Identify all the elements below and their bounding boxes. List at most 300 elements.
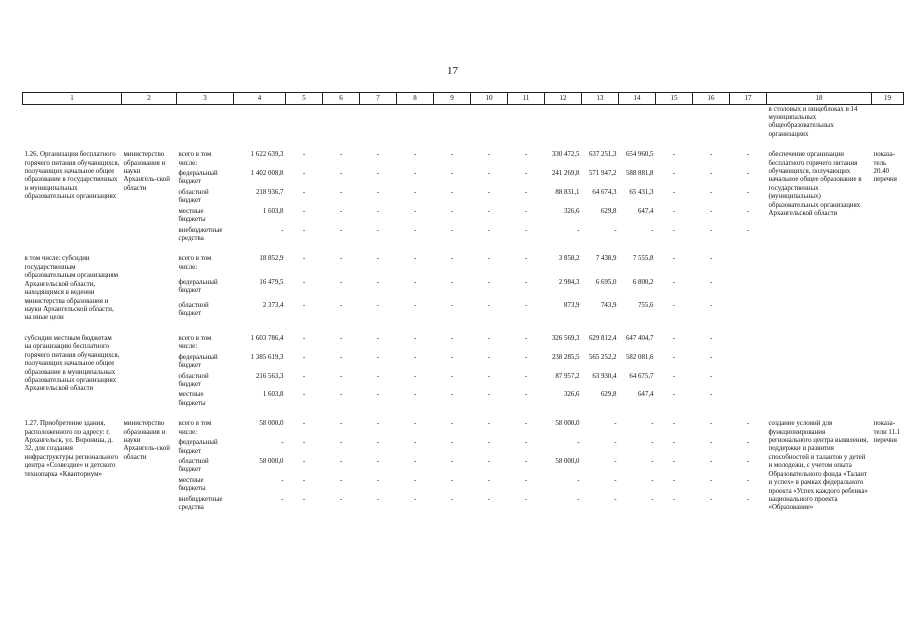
value-col12: 3 858,2 xyxy=(558,255,580,263)
dash-cell: - xyxy=(413,420,417,428)
dash-cell: - xyxy=(302,207,306,215)
dash-cell: - xyxy=(672,151,676,159)
dash-cell: - xyxy=(709,495,713,503)
dash-cell: - xyxy=(413,226,417,234)
result-text: обеспечение организации бесплатного горячего питания обучающихся, получающих начальное общее образование в государственных (муниципальных) образовательных организациях Архангельской области xyxy=(768,151,862,218)
dash-cell: - xyxy=(376,226,380,234)
dash-cell: - xyxy=(376,334,380,342)
header-cell: 17 xyxy=(730,93,767,105)
total-value: 1 385 619,3 xyxy=(250,353,284,361)
value-col12: 88 831,1 xyxy=(555,188,580,196)
dash-cell: - xyxy=(746,420,750,428)
dash-cell: - xyxy=(302,439,306,447)
executor xyxy=(122,334,177,409)
dash-cell: - xyxy=(746,476,750,484)
dash-cell: - xyxy=(376,207,380,215)
header-cell: 13 xyxy=(582,93,619,105)
dash-cell: - xyxy=(524,372,528,380)
total-value: 16 479,5 xyxy=(259,278,284,286)
total-value: - xyxy=(281,495,284,503)
dash-cell: - xyxy=(672,170,676,178)
dash-cell: - xyxy=(672,420,676,428)
header-cell: 3 xyxy=(177,93,234,105)
dash-cell: - xyxy=(524,255,528,263)
dash-cell: - xyxy=(487,458,491,466)
dash-cell: - xyxy=(376,188,380,196)
dash-cell: - xyxy=(302,170,306,178)
dash-cell: - xyxy=(376,170,380,178)
value-col14: 654 960,5 xyxy=(625,151,654,159)
dash-cell: - xyxy=(746,170,750,178)
dash-cell: - xyxy=(376,458,380,466)
dash-cell: - xyxy=(339,226,343,234)
total-value: - xyxy=(281,476,284,484)
dash-cell: - xyxy=(487,188,491,196)
value-col12: 330 472,5 xyxy=(551,151,580,159)
dash-cell: - xyxy=(709,255,713,263)
dash-cell: - xyxy=(672,188,676,196)
value-col14: 64 675,7 xyxy=(629,372,654,380)
dash-cell: - xyxy=(672,372,676,380)
funding-source: внебюджетные средства xyxy=(178,495,223,512)
result-text: в столовых и пищеблоках в 14 муниципальных общеобразовательных организациях xyxy=(768,105,858,138)
value-col14: - xyxy=(651,226,654,234)
dash-cell: - xyxy=(450,301,454,309)
value-col13: - xyxy=(614,458,617,466)
dash-cell: - xyxy=(376,495,380,503)
dash-cell: - xyxy=(450,495,454,503)
spacer-row xyxy=(23,409,904,419)
dash-cell: - xyxy=(339,255,343,263)
value-col12: 326,6 xyxy=(563,207,580,215)
value-col13: 629,8 xyxy=(600,391,617,399)
empty-cell xyxy=(730,353,767,372)
dash-cell: - xyxy=(413,353,417,361)
dash-cell: - xyxy=(709,476,713,484)
value-col14: 582 081,6 xyxy=(625,353,654,361)
dash-cell: - xyxy=(709,278,713,286)
dash-cell: - xyxy=(709,188,713,196)
value-col14: - xyxy=(651,439,654,447)
empty-cell xyxy=(619,104,656,140)
dash-cell: - xyxy=(487,439,491,447)
dash-cell: - xyxy=(302,301,306,309)
value-col12: - xyxy=(577,439,580,447)
result-text xyxy=(767,254,872,323)
value-col13: - xyxy=(614,476,617,484)
dash-cell: - xyxy=(672,458,676,466)
dash-cell: - xyxy=(487,226,491,234)
dash-cell: - xyxy=(376,353,380,361)
value-col13: 7 438,9 xyxy=(595,255,617,263)
value-col13: 743,9 xyxy=(600,301,617,309)
dash-cell: - xyxy=(302,278,306,286)
dash-cell: - xyxy=(672,391,676,399)
dash-cell: - xyxy=(450,278,454,286)
value-col12: - xyxy=(577,495,580,503)
value-col12: 326,6 xyxy=(563,391,580,399)
header-cell: 7 xyxy=(360,93,397,105)
total-value: 216 563,3 xyxy=(255,372,284,380)
total-value: 1 603 786,4 xyxy=(250,334,284,342)
dash-cell: - xyxy=(487,476,491,484)
dash-cell: - xyxy=(339,372,343,380)
funding-source: областной бюджет xyxy=(178,458,209,474)
empty-cell xyxy=(582,104,619,140)
dash-cell: - xyxy=(709,334,713,342)
dash-cell: - xyxy=(524,353,528,361)
dash-cell: - xyxy=(302,188,306,196)
dash-cell: - xyxy=(487,278,491,286)
dash-cell: - xyxy=(450,372,454,380)
funding-source: федеральный бюджет xyxy=(178,278,218,294)
value-col14: 647,4 xyxy=(637,391,654,399)
measure-name: в том числе: субсидии государственным образовательным организациям Архангельской области, находящимся в ведении министерства образования и науки Архангельской области, на иные цели xyxy=(24,255,119,322)
header-cell: 19 xyxy=(872,93,904,105)
dash-cell: - xyxy=(450,226,454,234)
funding-source: всего в том числе: xyxy=(178,255,212,271)
funding-source: федеральный бюджет xyxy=(178,170,218,186)
empty-cell xyxy=(360,104,397,140)
funding-source: местные бюджеты xyxy=(178,391,206,407)
value-col14: - xyxy=(651,420,654,428)
dash-cell: - xyxy=(413,151,417,159)
dash-cell: - xyxy=(672,301,676,309)
dash-cell: - xyxy=(339,476,343,484)
dash-cell: - xyxy=(413,334,417,342)
empty-cell xyxy=(693,104,730,140)
dash-cell: - xyxy=(376,372,380,380)
executor: министерство образования и науки Архангель-ской области xyxy=(123,151,170,192)
dash-cell: - xyxy=(450,353,454,361)
empty-cell xyxy=(122,104,177,140)
dash-cell: - xyxy=(302,420,306,428)
value-col13: 629,8 xyxy=(600,207,617,215)
table-row xyxy=(23,419,904,438)
funding-source: областной бюджет xyxy=(178,372,209,388)
empty-cell xyxy=(730,301,767,324)
empty-cell xyxy=(730,334,767,353)
dash-cell: - xyxy=(524,476,528,484)
dash-cell: - xyxy=(376,420,380,428)
dash-cell: - xyxy=(524,188,528,196)
indicator-text xyxy=(872,334,904,409)
dash-cell: - xyxy=(524,278,528,286)
funding-source: внебюджетные средства xyxy=(178,226,223,243)
dash-cell: - xyxy=(339,353,343,361)
empty-cell xyxy=(397,104,434,140)
dash-cell: - xyxy=(376,278,380,286)
dash-cell: - xyxy=(413,255,417,263)
dash-cell: - xyxy=(672,226,676,234)
dash-cell: - xyxy=(339,301,343,309)
dash-cell: - xyxy=(450,420,454,428)
value-col12: 326 569,3 xyxy=(551,334,580,342)
header-cell: 5 xyxy=(286,93,323,105)
value-col12: 58 000,0 xyxy=(555,458,580,466)
dash-cell: - xyxy=(450,439,454,447)
dash-cell: - xyxy=(450,170,454,178)
dash-cell: - xyxy=(339,151,343,159)
dash-cell: - xyxy=(709,207,713,215)
dash-cell: - xyxy=(524,207,528,215)
dash-cell: - xyxy=(450,476,454,484)
dash-cell: - xyxy=(339,420,343,428)
dash-cell: - xyxy=(339,334,343,342)
header-cell: 1 xyxy=(23,93,122,105)
dash-cell: - xyxy=(450,255,454,263)
dash-cell: - xyxy=(487,207,491,215)
dash-cell: - xyxy=(746,439,750,447)
carryover-row xyxy=(23,104,904,140)
total-value: 1 603,8 xyxy=(262,391,284,399)
total-value: 218 936,7 xyxy=(255,188,284,196)
dash-cell: - xyxy=(413,476,417,484)
total-value: 1 603,8 xyxy=(262,207,284,215)
indicator-text: показа-тель 20.40 перечня xyxy=(873,151,897,184)
dash-cell: - xyxy=(413,278,417,286)
dash-cell: - xyxy=(672,476,676,484)
value-col14: 647 404,7 xyxy=(625,334,654,342)
total-value: 18 852,9 xyxy=(259,255,284,263)
empty-cell xyxy=(730,254,767,277)
funding-source: всего в том числе: xyxy=(178,420,212,436)
dash-cell: - xyxy=(413,188,417,196)
dash-cell: - xyxy=(487,334,491,342)
value-col12: - xyxy=(577,476,580,484)
empty-cell xyxy=(730,104,767,140)
empty-cell xyxy=(730,372,767,391)
funding-source: местные бюджеты xyxy=(178,476,206,493)
value-col12: - xyxy=(577,226,580,234)
spacer-row xyxy=(23,140,904,150)
value-col13: - xyxy=(614,420,617,428)
value-col14: - xyxy=(651,458,654,466)
dash-cell: - xyxy=(672,207,676,215)
dash-cell: - xyxy=(302,226,306,234)
executor: министерство образования и науки Архангель-ской области xyxy=(123,420,170,461)
dash-cell: - xyxy=(524,391,528,399)
dash-cell: - xyxy=(376,151,380,159)
header-cell: 16 xyxy=(693,93,730,105)
dash-cell: - xyxy=(709,301,713,309)
header-cell: 18 xyxy=(767,93,872,105)
value-col13: 637 251,3 xyxy=(588,151,617,159)
value-col14: 65 431,3 xyxy=(629,188,654,196)
empty-cell xyxy=(323,104,360,140)
dash-cell: - xyxy=(302,458,306,466)
value-col12: 58 000,0 xyxy=(555,420,580,428)
spacer-cell xyxy=(23,324,122,334)
empty-cell xyxy=(872,104,904,140)
header-cell: 9 xyxy=(434,93,471,105)
funding-source: всего в том числе: xyxy=(178,151,212,167)
dash-cell: - xyxy=(376,301,380,309)
dash-cell: - xyxy=(709,391,713,399)
dash-cell: - xyxy=(672,353,676,361)
header-cell: 2 xyxy=(122,93,177,105)
dash-cell: - xyxy=(376,476,380,484)
dash-cell: - xyxy=(746,226,750,234)
dash-cell: - xyxy=(524,170,528,178)
funding-source: федеральный бюджет xyxy=(178,439,218,455)
dash-cell: - xyxy=(746,458,750,466)
value-col13: 629 812,4 xyxy=(588,334,617,342)
empty-cell xyxy=(286,104,323,140)
total-value: - xyxy=(281,439,284,447)
dash-cell: - xyxy=(413,207,417,215)
dash-cell: - xyxy=(524,495,528,503)
header-cell: 14 xyxy=(619,93,656,105)
dash-cell: - xyxy=(487,301,491,309)
value-col14: 6 800,2 xyxy=(632,278,654,286)
measure-name: субсидии местным бюджетам на организацию бесплатного горячего питания обучающихся, получающих начальное общее образование в муниципальных образовательных организациях Архангельской области xyxy=(24,334,120,393)
header-cell: 10 xyxy=(471,93,508,105)
spacer-cell xyxy=(23,140,122,150)
total-value: 2 373,4 xyxy=(262,301,284,309)
dash-cell: - xyxy=(524,420,528,428)
dash-cell: - xyxy=(302,476,306,484)
dash-cell: - xyxy=(376,255,380,263)
spacer-row xyxy=(23,244,904,254)
dash-cell: - xyxy=(450,391,454,399)
value-col14: 7 555,8 xyxy=(632,255,654,263)
dash-cell: - xyxy=(487,353,491,361)
funding-source: федеральный бюджет xyxy=(178,353,218,370)
dash-cell: - xyxy=(524,301,528,309)
dash-cell: - xyxy=(524,439,528,447)
dash-cell: - xyxy=(672,255,676,263)
dash-cell: - xyxy=(487,420,491,428)
empty-cell xyxy=(23,104,122,140)
indicator-text: показа-тели 11.1 перечня xyxy=(873,420,901,445)
value-col13: 63 930,4 xyxy=(592,372,617,380)
header-cell: 12 xyxy=(545,93,582,105)
dash-cell: - xyxy=(450,188,454,196)
empty-cell xyxy=(234,104,286,140)
executor xyxy=(122,254,177,323)
dash-cell: - xyxy=(672,334,676,342)
total-value: 58 000,0 xyxy=(259,458,284,466)
dash-cell: - xyxy=(487,255,491,263)
dash-cell: - xyxy=(709,458,713,466)
dash-cell: - xyxy=(672,495,676,503)
dash-cell: - xyxy=(413,495,417,503)
value-col14: 647,4 xyxy=(637,207,654,215)
dash-cell: - xyxy=(746,495,750,503)
dash-cell: - xyxy=(672,439,676,447)
table-row xyxy=(23,254,904,277)
header-cell: 4 xyxy=(234,93,286,105)
dash-cell: - xyxy=(413,391,417,399)
dash-cell: - xyxy=(339,391,343,399)
empty-cell xyxy=(471,104,508,140)
dash-cell: - xyxy=(413,372,417,380)
value-col14: - xyxy=(651,495,654,503)
funding-source: областной бюджет xyxy=(178,301,209,318)
dash-cell: - xyxy=(524,334,528,342)
value-col12: 241 269,8 xyxy=(551,170,580,178)
result-text: создание условий для функционирования регионального центра выявления, поддержки и развития способностей и талантов у детей и молодежи, с учетом опыта Образовательного фонда «Талант и успех» в рамках федерального проекта «Успех каждого ребенка» национального проекта «Образование» xyxy=(768,420,869,512)
dash-cell: - xyxy=(339,207,343,215)
result-text xyxy=(767,334,872,409)
dash-cell: - xyxy=(302,353,306,361)
dash-cell: - xyxy=(709,170,713,178)
dash-cell: - xyxy=(302,372,306,380)
empty-cell xyxy=(730,278,767,301)
dash-cell: - xyxy=(339,170,343,178)
value-col13: - xyxy=(614,226,617,234)
total-value: 1 622 639,3 xyxy=(250,151,284,159)
value-col14: 588 881,8 xyxy=(625,170,654,178)
dash-cell: - xyxy=(746,207,750,215)
dash-cell: - xyxy=(339,439,343,447)
table-row xyxy=(23,334,904,353)
dash-cell: - xyxy=(302,334,306,342)
dash-cell: - xyxy=(413,170,417,178)
total-value: 1 402 008,8 xyxy=(250,170,284,178)
dash-cell: - xyxy=(450,458,454,466)
dash-cell: - xyxy=(302,391,306,399)
spacer-cell xyxy=(23,244,122,254)
indicator-text xyxy=(872,254,904,323)
value-col13: 571 947,2 xyxy=(588,170,617,178)
dash-cell: - xyxy=(709,420,713,428)
dash-cell: - xyxy=(339,495,343,503)
dash-cell: - xyxy=(450,207,454,215)
empty-cell xyxy=(656,104,693,140)
value-col13: 6 695,0 xyxy=(595,278,617,286)
funding-source: местные бюджеты xyxy=(178,207,206,224)
header-cell: 15 xyxy=(656,93,693,105)
funding-source: всего в том числе: xyxy=(178,334,212,351)
table-row xyxy=(23,150,904,169)
dash-cell: - xyxy=(413,301,417,309)
value-col14: 755,6 xyxy=(637,301,654,309)
dash-cell: - xyxy=(302,495,306,503)
value-col12: 2 984,3 xyxy=(558,278,580,286)
dash-cell: - xyxy=(487,495,491,503)
dash-cell: - xyxy=(450,334,454,342)
value-col13: - xyxy=(614,495,617,503)
header-cell: 8 xyxy=(397,93,434,105)
measure-name: 1.26. Организация бесплатного горячего питания обучающихся, получающих начальное общее образование в государственных и муниципальных образовательных организациях xyxy=(24,151,120,201)
dash-cell: - xyxy=(339,458,343,466)
dash-cell: - xyxy=(487,170,491,178)
dash-cell: - xyxy=(450,151,454,159)
dash-cell: - xyxy=(709,226,713,234)
dash-cell: - xyxy=(376,391,380,399)
value-col13: 64 674,3 xyxy=(592,188,617,196)
value-col13: 565 252,2 xyxy=(588,353,617,361)
dash-cell: - xyxy=(487,391,491,399)
dash-cell: - xyxy=(709,353,713,361)
measure-name: 1.27. Приобретение здания, расположенного по адресу: г. Архангельск, ул. Воронина, д. 32, для создания инфраструктуры регионального центра «Созвездие» и детского технопарка «Кванториум» xyxy=(24,420,119,478)
value-col14: - xyxy=(651,476,654,484)
dash-cell: - xyxy=(524,151,528,159)
value-col12: 87 957,2 xyxy=(555,372,580,380)
dash-cell: - xyxy=(339,188,343,196)
empty-cell xyxy=(177,104,234,140)
header-cell: 6 xyxy=(323,93,360,105)
empty-cell xyxy=(508,104,545,140)
dash-cell: - xyxy=(487,151,491,159)
value-col12: 873,9 xyxy=(563,301,580,309)
dash-cell: - xyxy=(302,255,306,263)
total-value: 58 000,0 xyxy=(259,420,284,428)
dash-cell: - xyxy=(487,372,491,380)
dash-cell: - xyxy=(376,439,380,447)
